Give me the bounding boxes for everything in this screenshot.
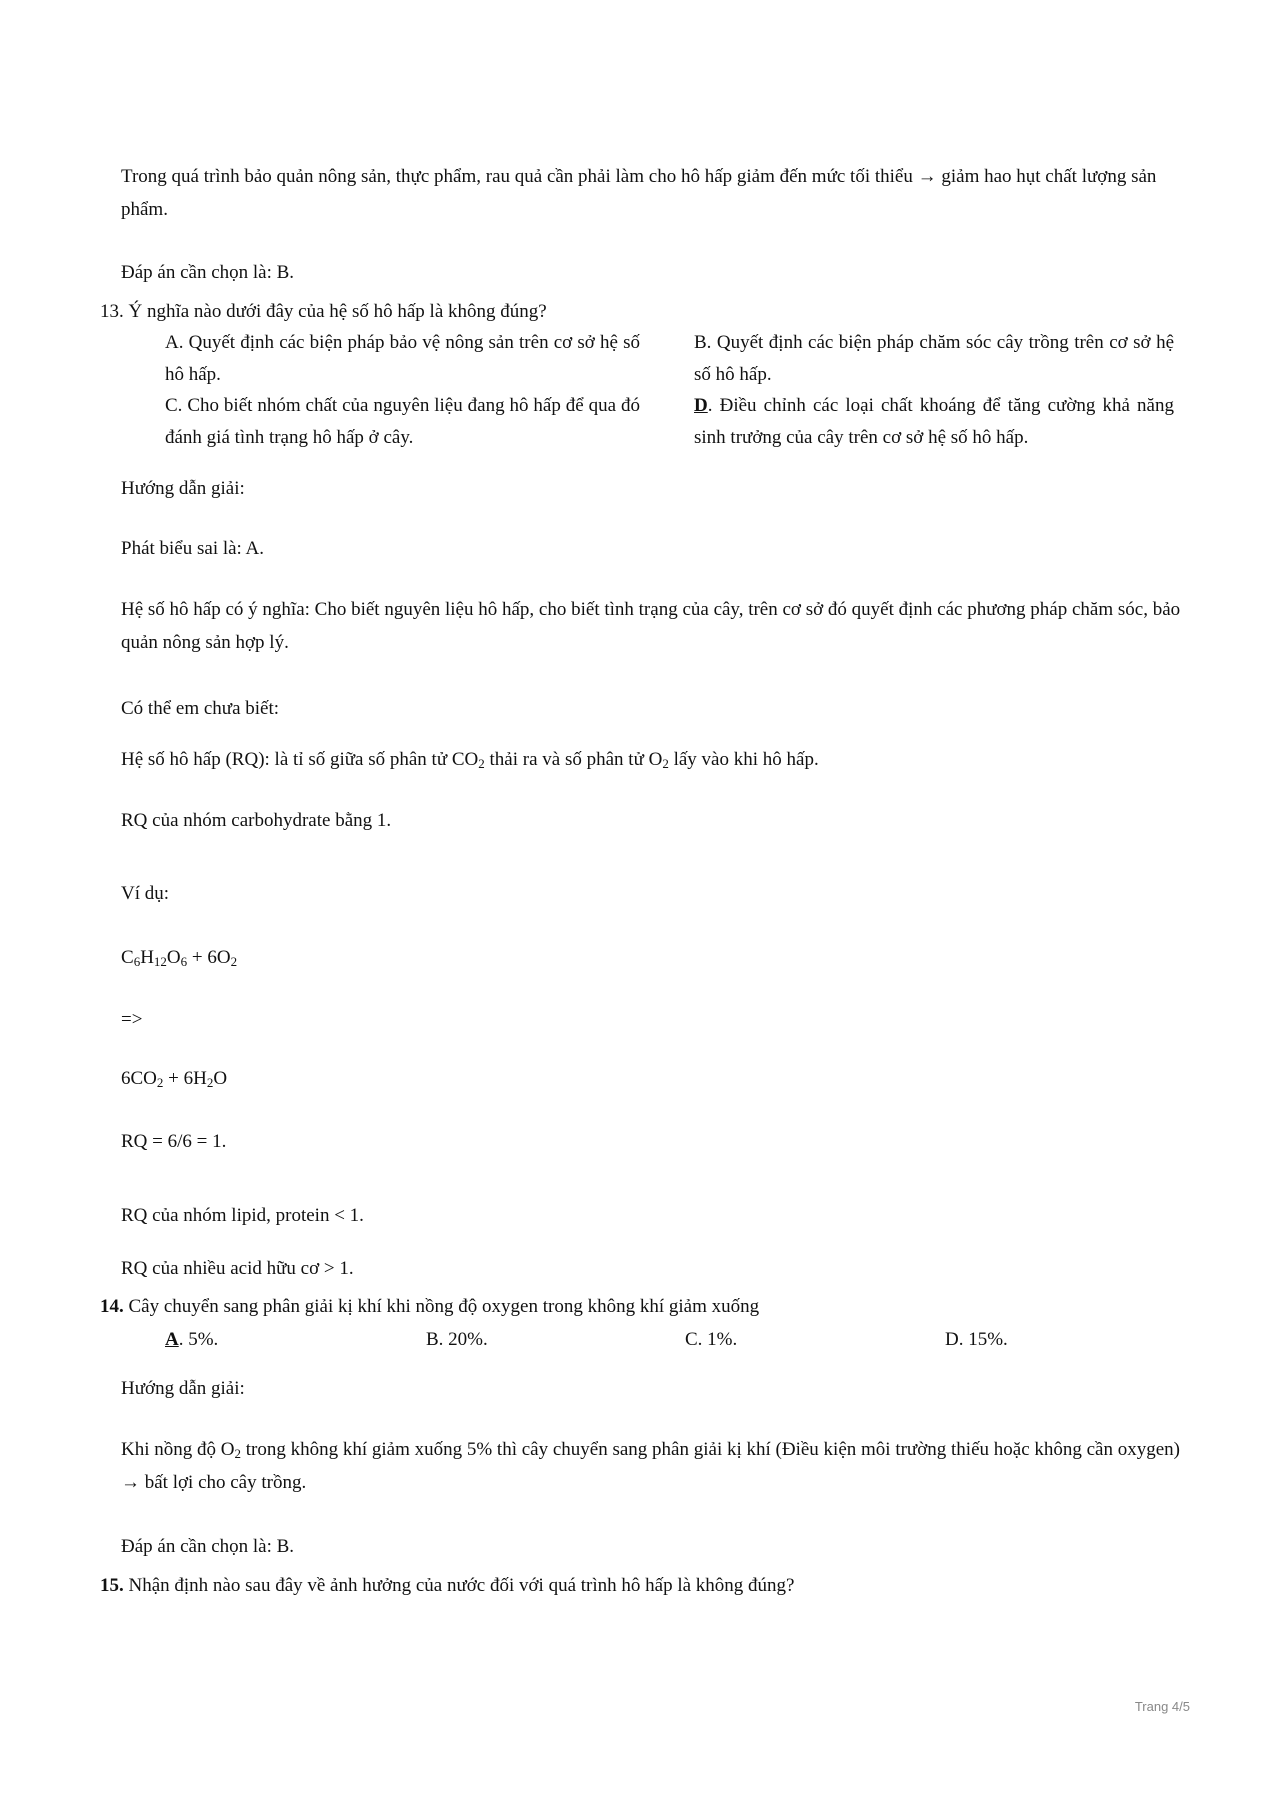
question-text: Nhận định nào sau đây về ảnh hưởng của nước đối với quá trình hô hấp là không đúng? [128, 1575, 795, 1596]
q13-option-c: C. Cho biết nhóm chất của nguyên liệu đang hô hấp để qua đó đánh giá tình trạng hô hấp ở cây. [165, 395, 640, 448]
rq-def-part: thải ra và số phân tử O [484, 749, 663, 770]
subscript: 2 [478, 756, 485, 771]
equation-products: $6CO_2 + 6H_2O$ [121, 1068, 228, 1090]
question-text: Ý nghĩa nào dưới đây của hệ số hô hấp là không đúng? [128, 301, 547, 322]
rq-definition [121, 743, 1181, 776]
question-14 [100, 1290, 1180, 1323]
q14-option-c: C. 1%. [685, 1329, 738, 1350]
rq-lipid: RQ của nhóm lipid, protein < 1. [121, 1205, 364, 1226]
rq-calculation: RQ = 6/6 = 1. [121, 1131, 227, 1152]
correct-option-letter: A [165, 1329, 179, 1350]
correct-option-letter: D [694, 395, 708, 416]
q14-answer: Đáp án cần chọn là: B. [121, 1536, 295, 1557]
equation-reactants: $C_6H_{12}O_6 + 6O_2$ [121, 947, 238, 969]
subscript: 2 [662, 756, 669, 771]
q13-guide-heading: Hướng dẫn giải: [121, 478, 245, 499]
question-number: 15. [100, 1575, 124, 1596]
explanation-part: Khi nồng độ O [121, 1439, 235, 1460]
q14-guide-heading: Hướng dẫn giải: [121, 1378, 245, 1399]
q13-option-d [694, 390, 1174, 454]
equation-arrow: => [121, 1009, 143, 1030]
rq-def-part: lấy vào khi hô hấp. [668, 749, 819, 770]
page-number: Trang 4/5 [1134, 1699, 1190, 1714]
question-15 [100, 1569, 1180, 1602]
rq-carbohydrate: RQ của nhóm carbohydrate bằng 1. [121, 810, 392, 831]
q14-option-b: B. 20%. [426, 1329, 488, 1350]
q14-option-a [165, 1323, 218, 1356]
option-text: . Điều chỉnh các loại chất khoáng để tăng cường khả năng sinh trưởng của cây trên cơ sở hệ số hô hấp. [694, 395, 1174, 448]
example-heading: Ví dụ: [121, 883, 170, 904]
intro-answer: Đáp án cần chọn là: B. [121, 262, 295, 283]
q13-wrong-statement: Phát biểu sai là: A. [121, 538, 265, 559]
question-13 [100, 295, 1180, 328]
question-text: Cây chuyển sang phân giải kị khí khi nồng độ oxygen trong không khí giảm xuống [128, 1296, 760, 1317]
rq-acid: RQ của nhiều acid hữu cơ > 1. [121, 1258, 354, 1279]
q13-option-a: A. Quyết định các biện pháp bảo vệ nông sản trên cơ sở hệ số hô hấp. [165, 332, 640, 385]
question-number: 14. [100, 1296, 124, 1317]
did-you-know-heading: Có thể em chưa biết: [121, 698, 280, 719]
q13-meaning: Hệ số hô hấp có ý nghĩa: Cho biết nguyên liệu hô hấp, cho biết tình trạng của cây, trên cơ sở đó quyết định các phương pháp chăm sóc, bảo quản nông sản hợp lý. [121, 599, 1181, 653]
option-text: . 5%. [178, 1329, 219, 1350]
q14-option-d: D. 15%. [945, 1329, 1008, 1350]
question-number: 13. [100, 301, 124, 322]
explanation-part: trong không khí giảm xuống 5% thì cây chuyển sang phân giải kị khí (Điều kiện môi trường thiếu hoặc không cần oxygen) → bất lợi cho cây trồng. [121, 1439, 1180, 1493]
rq-def-part: Hệ số hô hấp (RQ): là tỉ số giữa số phân tử CO [121, 749, 479, 770]
subscript: 2 [234, 1446, 241, 1461]
q14-explanation [121, 1433, 1181, 1499]
intro-paragraph: Trong quá trình bảo quản nông sản, thực phẩm, rau quả cần phải làm cho hô hấp giảm đến mức tối thiểu → giảm hao hụt chất lượng sản phẩm. [121, 166, 1157, 220]
q13-option-b: B. Quyết định các biện pháp chăm sóc cây trồng trên cơ sở hệ số hô hấp. [694, 332, 1174, 385]
